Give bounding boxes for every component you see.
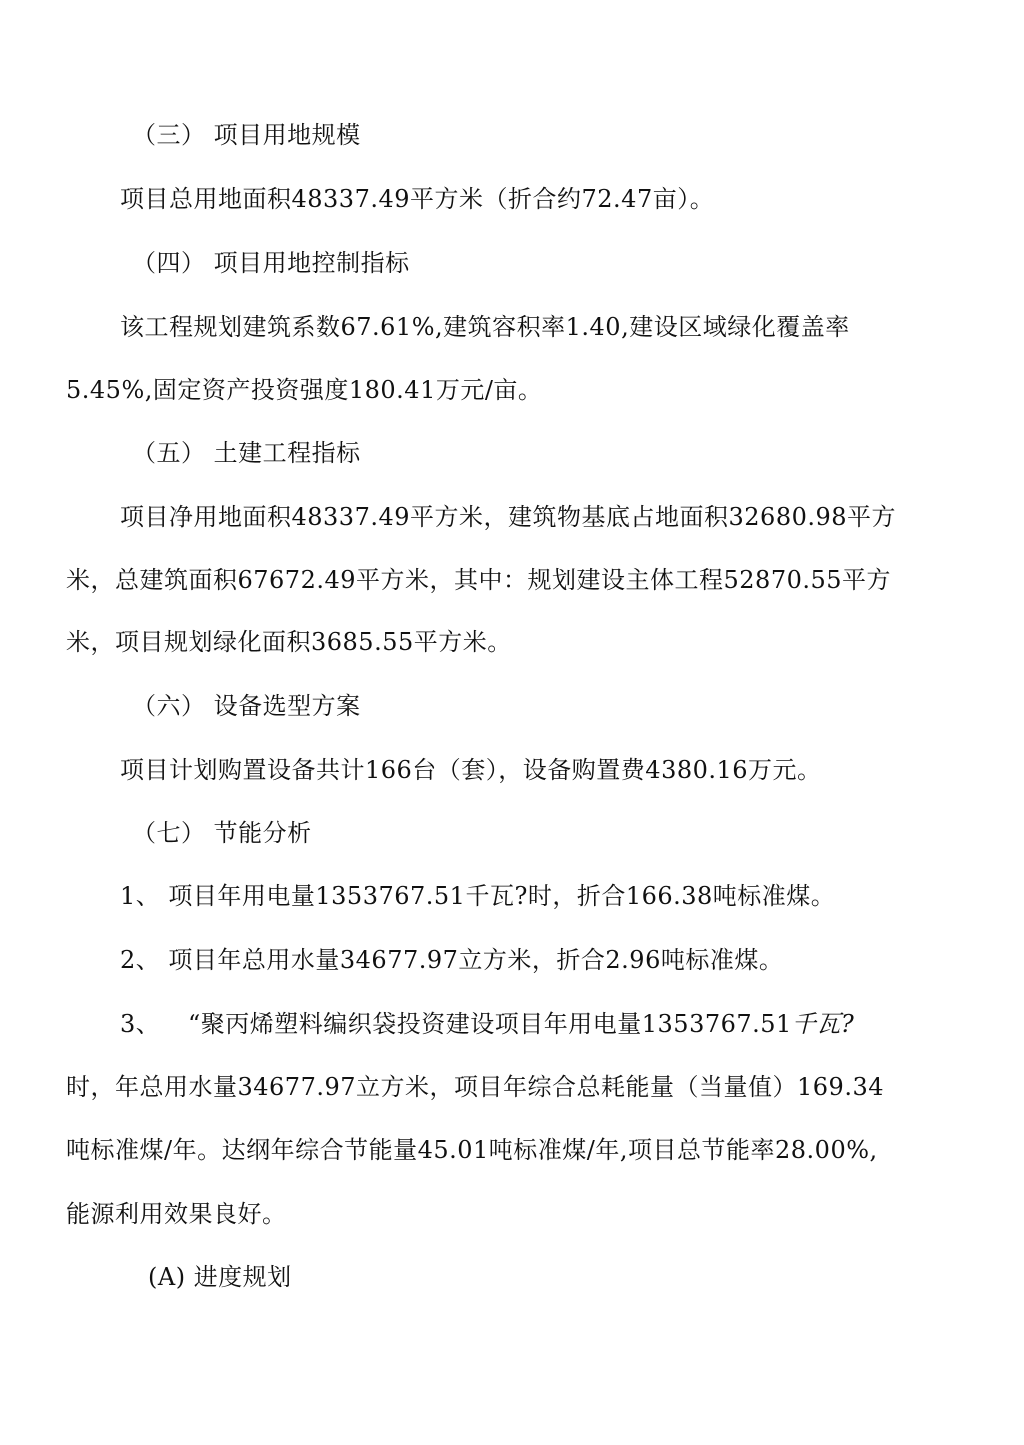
energy-item-3-prefix: 3、 [120,1010,161,1038]
section-heading-3: （三） 项目用地规模 [132,121,361,149]
energy-item-3-line2: 时，年总用水量34677.97立方米，项目年综合总耗能量（当量值）169.34 [66,1073,884,1101]
energy-item-2: 2、 项目年总用水量34677.97立方米，折合2.96吨标准煤。 [120,946,784,974]
energy-item-3-line1-italic: 千瓦? [791,1010,855,1038]
paragraph-construction-line2: 米，总建筑面积67672.49平方米，其中：规划建设主体工程52870.55平方 [66,566,892,594]
section-heading-5: （五） 土建工程指标 [132,439,361,467]
section-heading-7: （七） 节能分析 [132,819,312,847]
paragraph-construction-line3: 米，项目规划绿化面积3685.55平方米。 [66,628,512,656]
energy-item-3-line3: 吨标准煤/年。达纲年综合节能量45.01吨标准煤/年,项目总节能率28.00%, [66,1136,878,1164]
paragraph-control-indicators-line2: 5.45%,固定资产投资强度180.41万元/亩。 [66,376,543,404]
paragraph-equipment: 项目计划购置设备共计166台（套），设备购置费4380.16万元。 [120,756,822,784]
section-heading-a: (A) 进度规划 [148,1263,292,1291]
energy-item-3-line4: 能源利用效果良好。 [66,1200,287,1228]
paragraph-control-indicators-line1: 该工程规划建筑系数67.61%,建筑容积率1.40,建设区域绿化覆盖率 [120,313,850,341]
section-heading-4: （四） 项目用地控制指标 [132,249,410,277]
energy-item-3-line1 [188,1009,854,1039]
energy-item-3-line1-text: “聚丙烯塑料编织袋投资建设项目年用电量1353767.51 [188,1010,792,1038]
paragraph-land-area: 项目总用地面积48337.49平方米（折合约72.47亩）。 [120,185,715,213]
energy-item-1: 1、 项目年用电量1353767.51千瓦?时，折合166.38吨标准煤。 [120,882,836,910]
section-heading-6: （六） 设备选型方案 [132,692,361,720]
paragraph-construction-line1: 项目净用地面积48337.49平方米，建筑物基底占地面积32680.98平方 [120,503,897,531]
